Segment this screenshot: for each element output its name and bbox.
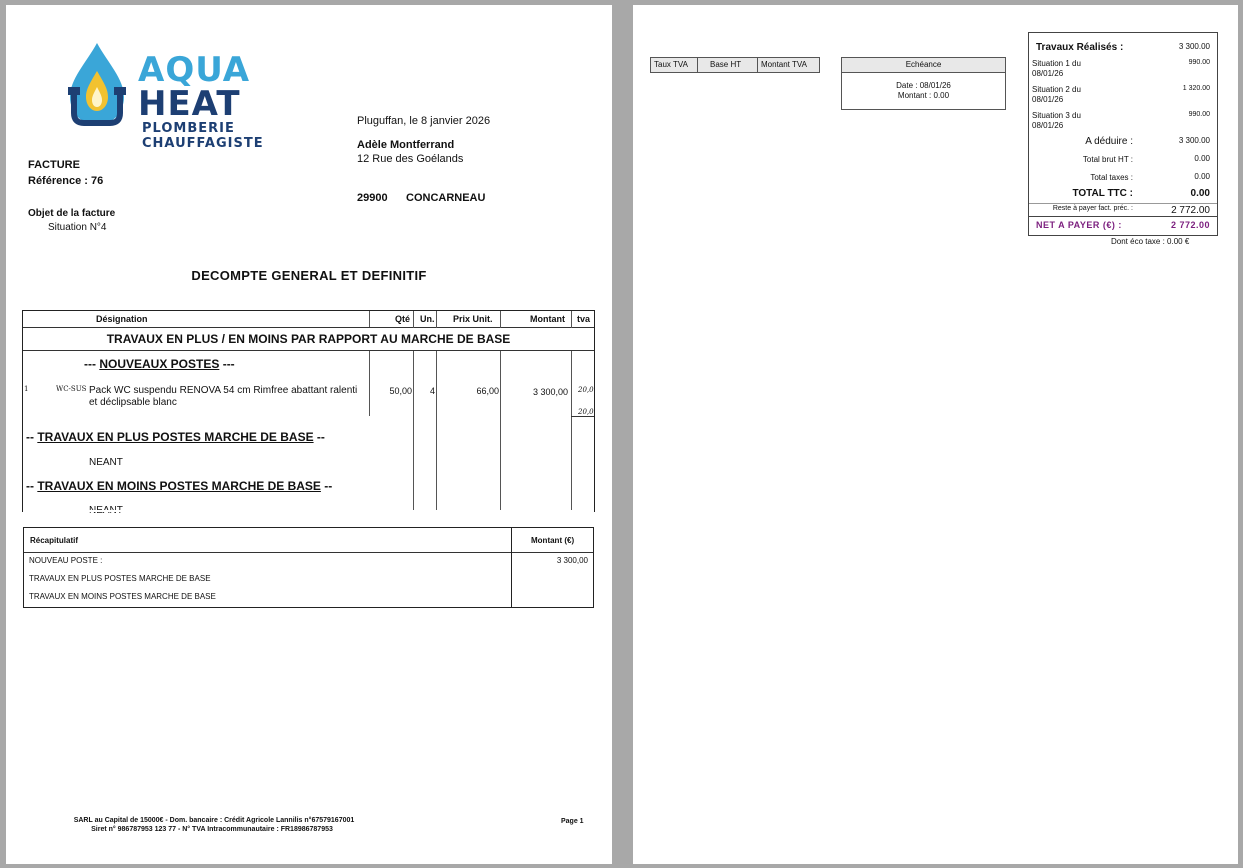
net-label: NET A PAYER (€) :	[1036, 220, 1122, 230]
totals-divider	[1029, 216, 1217, 217]
invoice-reference: Référence : 76	[28, 175, 104, 187]
document-title: DECOMPTE GENERAL ET DEFINITIF	[191, 268, 427, 283]
logo-line-plomberie: PLOMBERIE	[142, 121, 235, 136]
logo-line-heat: HEAT	[138, 84, 241, 124]
header-unit: Un.	[420, 314, 435, 324]
works-value: 3 300.00	[1178, 42, 1210, 51]
client-name: Adèle Montferrand	[357, 139, 455, 151]
recap-table	[23, 527, 594, 608]
ttc-label: TOTAL TTC :	[1072, 188, 1133, 199]
recap-row-label: NOUVEAU POSTE :	[29, 556, 103, 565]
net-value: 2 772.00	[1170, 220, 1210, 230]
logo-line-aqua: AQUA	[138, 50, 251, 90]
deduct-label: A déduire :	[1085, 136, 1133, 147]
subsection-extra-works	[26, 430, 325, 444]
vat-amount-header: Montant TVA	[761, 60, 807, 69]
header-tva: tva	[577, 314, 591, 324]
eco-tax: Dont éco taxe : 0.00 €	[1111, 237, 1190, 246]
footer-line: SARL au Capital de 15000€ - Dom. bancaire : Crédit Agricole Lannilis n°67579167001	[73, 817, 355, 824]
vat-col-divider	[757, 58, 758, 72]
tax-label: Total taxes :	[1090, 173, 1133, 182]
doc-type: FACTURE	[28, 159, 80, 171]
logo-line-chauffagiste: CHAUFFAGISTE	[142, 136, 264, 151]
due-amount: Montant : 0.00	[897, 91, 950, 100]
totals-box	[1028, 32, 1218, 236]
client-city: CONCARNEAU	[406, 192, 486, 204]
item-unit-price: 66,00	[476, 386, 499, 396]
recap-row-label: TRAVAUX EN MOINS POSTES MARCHE DE BASE	[29, 592, 216, 601]
subsection-suffix: ---	[219, 357, 235, 371]
water-drop-flame-icon	[64, 41, 134, 131]
header-unit-price: Prix Unit.	[453, 314, 493, 324]
situation-date: 08/01/26	[1032, 121, 1064, 130]
col-divider	[369, 311, 370, 327]
situation-date: 08/01/26	[1032, 95, 1064, 104]
gross-value: 0.00	[1194, 154, 1210, 163]
company-logo	[64, 41, 264, 151]
subsection-prefix: --	[26, 430, 38, 444]
invoice-page-1	[6, 5, 612, 864]
item-code: WC-SUS	[56, 385, 87, 393]
item-description: Pack WC suspendu RENOVA 54 cm Rimfree abattant ralenti et déclipsable blanc	[89, 385, 358, 408]
tax-value: 0.00	[1194, 172, 1210, 181]
object-value: Situation N°4	[48, 222, 107, 233]
subsection-less-works	[26, 479, 332, 493]
recap-header: Récapitulatif	[30, 536, 79, 545]
client-street: 12 Rue des Goélands	[357, 153, 464, 165]
due-date-box	[841, 57, 1006, 110]
deduct-value: 3 300.00	[1178, 136, 1210, 145]
situation-date: 08/01/26	[1032, 69, 1064, 78]
item-amount: 3 300,00	[532, 387, 568, 397]
recap-row-label: TRAVAUX EN PLUS POSTES MARCHE DE BASE	[29, 574, 211, 583]
subsection-title: NOUVEAUX POSTES	[99, 357, 220, 371]
place-date: Pluguffan, le 8 janvier 2026	[357, 115, 491, 127]
recap-amount-header: Montant (€)	[531, 536, 575, 545]
table-row	[23, 383, 594, 417]
recap-col-divider	[511, 528, 512, 607]
header-designation: Désignation	[96, 314, 148, 324]
detail-table	[22, 310, 595, 512]
rest-label: Reste à payer fact. préc. :	[1052, 205, 1133, 212]
item-tva-rate: 20,0	[578, 408, 594, 416]
subsection-empty-value: NEANT	[89, 457, 123, 468]
row-divider	[571, 416, 594, 417]
recap-header-divider	[24, 552, 593, 553]
subsection-new-items	[84, 357, 235, 371]
vat-rate-header: Taux TVA	[654, 60, 688, 69]
object-label: Objet de la facture	[28, 208, 116, 219]
ttc-value: 0.00	[1190, 188, 1210, 199]
client-postcode: 29900	[357, 192, 388, 204]
situation-label: Situation 3 du	[1032, 111, 1081, 120]
rest-value: 2 772.00	[1171, 205, 1210, 216]
header-amount: Montant	[530, 314, 565, 324]
vat-table	[650, 57, 820, 73]
subsection-prefix: ---	[84, 357, 100, 371]
gross-label: Total brut HT :	[1082, 155, 1133, 164]
due-date: Date : 08/01/26	[896, 81, 951, 90]
invoice-page-2	[633, 5, 1238, 864]
item-unit: 4	[429, 386, 435, 396]
header-qty: Qté	[395, 314, 411, 324]
item-qty: 50,00	[389, 386, 412, 396]
subsection-suffix: --	[313, 430, 325, 444]
works-label: Travaux Réalisés :	[1036, 42, 1124, 53]
due-header: Echéance	[842, 58, 1005, 73]
subsection-suffix: --	[320, 479, 333, 493]
situation-value: 1 320.00	[1182, 85, 1210, 92]
totals-divider	[1029, 203, 1217, 204]
page-number: Page 1	[561, 818, 584, 825]
situation-label: Situation 2 du	[1032, 85, 1081, 94]
vat-col-divider	[697, 58, 698, 72]
table-bottom-mask	[23, 510, 594, 512]
situation-value: 990.00	[1188, 59, 1210, 66]
footer-line: Siret n° 986787953 123 77 - N° TVA Intracommunautaire : FR18986787953	[91, 826, 333, 833]
situation-value: 990.00	[1188, 111, 1210, 118]
subsection-title: TRAVAUX EN MOINS POSTES MARCHE DE BASE	[37, 479, 321, 493]
section-main-title: TRAVAUX EN PLUS / EN MOINS PAR RAPPORT AU MARCHE DE BASE	[106, 332, 511, 346]
situation-label: Situation 1 du	[1032, 59, 1081, 68]
item-tva-rate: 20,0	[578, 386, 594, 394]
subsection-prefix: --	[26, 479, 38, 493]
vat-base-header: Base HT	[710, 60, 742, 69]
recap-row-value: 3 300,00	[556, 556, 588, 565]
subsection-title: TRAVAUX EN PLUS POSTES MARCHE DE BASE	[37, 430, 314, 444]
item-number: 1	[24, 385, 29, 393]
